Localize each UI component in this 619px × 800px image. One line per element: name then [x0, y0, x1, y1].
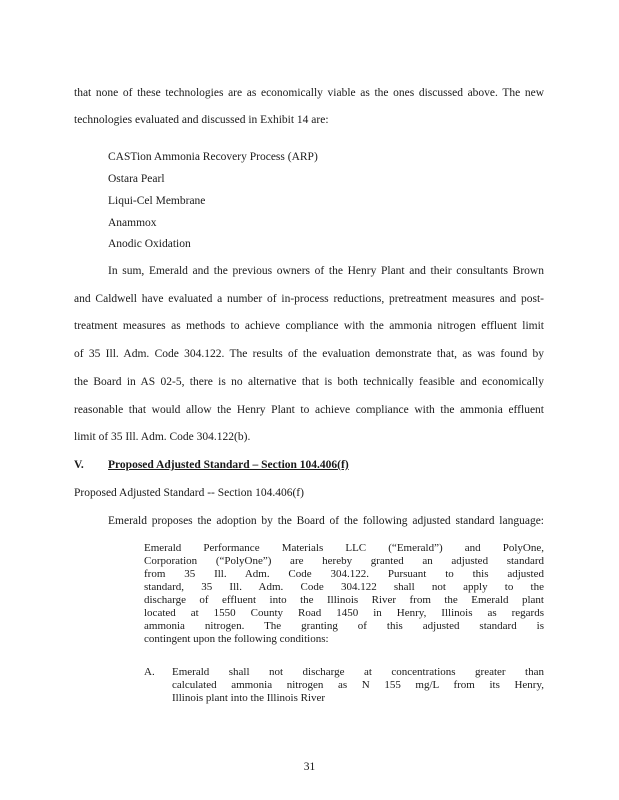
paragraph2-line: of 35 Ill. Adm. Code 304.122. The results of the evaluation demonstrate that, as was found by — [74, 348, 544, 360]
condition-a-line: Emerald shall not discharge at concentrations greater than — [172, 666, 544, 678]
paragraph1-line1: that none of these technologies are as economically viable as the ones discussed above. The new — [74, 87, 544, 99]
paragraph2-line: limit of 35 Ill. Adm. Code 304.122(b). — [74, 431, 251, 443]
paragraph2-line: treatment measures as methods to achieve compliance with the ammonia nitrogen effluent limit — [74, 320, 544, 332]
condition-a-text — [172, 666, 544, 705]
paragraph2-line: In sum, Emerald and the previous owners of the Henry Plant and their consultants Brown — [108, 265, 544, 277]
proposed-language-line: from 35 Ill. Adm. Code 304.122. Pursuant to this adjusted — [144, 568, 544, 580]
proposed-language-line: discharge of effluent into the Illinois River from the Emerald plant — [144, 594, 544, 606]
technology-item: Anodic Oxidation — [108, 238, 191, 250]
paragraph2-line: and Caldwell have evaluated a number of in-process reductions, pretreatment measures and post- — [74, 293, 544, 305]
condition-a-line: calculated ammonia nitrogen as N 155 mg/L from its Henry, — [172, 679, 544, 691]
technology-item: CASTion Ammonia Recovery Process (ARP) — [108, 151, 318, 163]
section-title: Proposed Adjusted Standard – Section 104.406(f) — [108, 459, 349, 471]
proposed-language-line: Corporation (“PolyOne”) are hereby granted an adjusted standard — [144, 555, 544, 567]
proposed-language-line: ammonia nitrogen. The granting of this adjusted standard is — [144, 620, 544, 632]
technology-item: Anammox — [108, 217, 157, 229]
paragraph2-line: the Board in AS 02-5, there is no alternative that is both technically feasible and economically — [74, 376, 544, 388]
page-number: 31 — [303, 761, 316, 773]
technology-item: Ostara Pearl — [108, 173, 165, 185]
proposed-language-line: located at 1550 County Road 1450 in Henry, Illinois as regards — [144, 607, 544, 619]
paragraph2-line: reasonable that would allow the Henry Plant to achieve compliance with the ammonia effluent — [74, 404, 544, 416]
proposed-language-block — [144, 542, 544, 646]
technology-item: Liqui-Cel Membrane — [108, 195, 206, 207]
proposed-language-line: contingent upon the following conditions: — [144, 633, 329, 645]
condition-a-line: Illinois plant into the Illinois River — [172, 692, 326, 704]
section-subtitle: Proposed Adjusted Standard -- Section 104.406(f) — [74, 487, 304, 499]
proposed-language-line: Emerald Performance Materials LLC (“Emerald”) and PolyOne, — [144, 542, 544, 554]
paragraph1-line2: technologies evaluated and discussed in Exhibit 14 are: — [74, 114, 329, 126]
section-intro: Emerald proposes the adoption by the Board of the following adjusted standard language: — [108, 515, 544, 527]
section-number: V. — [74, 459, 84, 471]
condition-a-label: A. — [144, 666, 155, 678]
proposed-language-line: standard, 35 Ill. Adm. Code 304.122 shall not apply to the — [144, 581, 544, 593]
